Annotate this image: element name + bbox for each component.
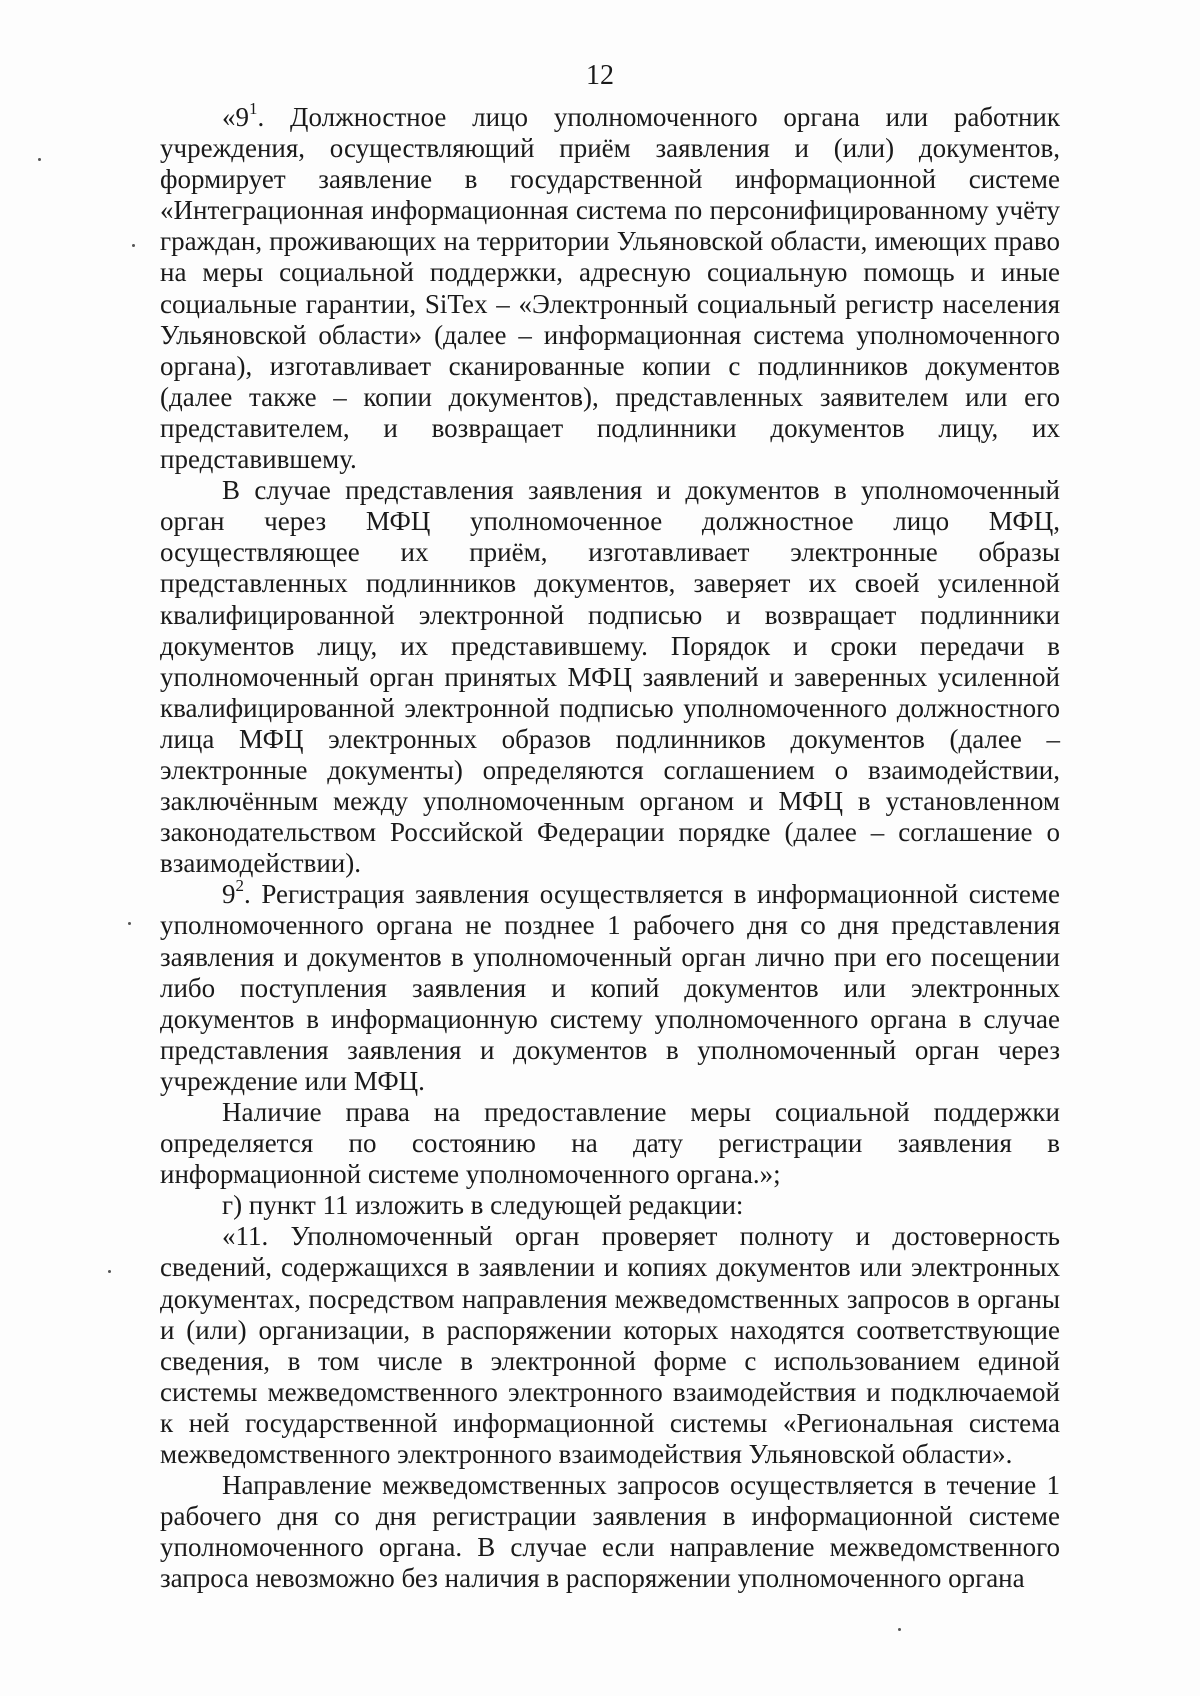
document-body [160, 99, 1060, 1595]
paragraph-9-1: «$9^1$. Должностное лицо уполномоченного органа или работник учреждения, осуществляющий приём заявления и (или) документов, формирует заявление в государственной информационной системе «Интеграционная информационная система по персонифицированному учёту граждан, проживающих на территории Ульяновской области, имеющих право на меры социальной поддержки, адресную социальную помощь и иные социальные гарантии, SiTex – «Электронный социальный регистр населения Ульяновской области» (далее – информационная система уполномоченного органа), изготавливает сканированные копии с подлинников документов (далее также – копии документов), представленных заявителем или его представителем, и возвращает подлинники документов лицу, их представившему. [160, 99, 1060, 475]
scan-speck [108, 1270, 111, 1273]
scan-speck [898, 1628, 901, 1631]
paragraph-right: Наличие права на предоставление меры социальной поддержки определяется по состоянию на дату регистрации заявления в информационной системе уполномоченного органа.»; [160, 1097, 1060, 1190]
scan-speck [132, 244, 135, 247]
paragraph-mfc: В случае представления заявления и документов в уполномоченный орган через МФЦ уполномоченное должностное лицо МФЦ, осуществляющее их приём, изготавливает электронные образы представленных подлинников документов, заверяет их своей усиленной квалифицированной электронной подписью и возвращает подлинники документов лицу, их представившему. Порядок и сроки передачи в уполномоченный орган принятых МФЦ заявлений и заверенных усиленной квалифицированной электронной подписью уполномоченного должностного лица МФЦ электронных образов подлинников документов (далее – электронные документы) определяются соглашением о взаимодействии, заключённым между уполномоченным органом и МФЦ в установленном законодательством Российской Федерации порядке (далее – соглашение о взаимодействии). [160, 475, 1060, 879]
paragraph-11: «11. Уполномоченный орган проверяет полноту и достоверность сведений, содержащихся в заявлении и копиях документов или электронных документах, посредством направления межведомственных запросов в органы и (или) организации, в распоряжении которых находятся соответствующие сведения, в том числе в электронной форме с использованием единой системы межведомственного электронного взаимодействия и подключаемой к ней государственной информационной системы «Региональная система межведомственного электронного взаимодействия Ульяновской области». [160, 1221, 1060, 1470]
paragraph-g: г) пункт 11 изложить в следующей редакции: [222, 1190, 744, 1221]
page-number: 12 [586, 60, 614, 91]
paragraph-requests: Направление межведомственных запросов осуществляется в течение 1 рабочего дня со дня регистрации заявления в информационной системе уполномоченного органа. В случае если направление межведомственного запроса невозможно без наличия в распоряжении уполномоченного органа [160, 1470, 1060, 1594]
superscript: 2 [235, 876, 244, 896]
superscript: 1 [249, 99, 258, 118]
scan-speck [38, 158, 41, 161]
paragraph-9-2: $9^2$. Регистрация заявления осуществляется в информационной системе уполномоченного органа не позднее 1 рабочего дня со дня представления заявления и документов в уполномоченный орган лично при его посещении либо поступления заявления и копий документов или электронных документов в информационную систему уполномоченного органа в случае представления заявления и документов в уполномоченный орган через учреждение или МФЦ. [160, 876, 1060, 1096]
scan-speck [128, 922, 131, 925]
